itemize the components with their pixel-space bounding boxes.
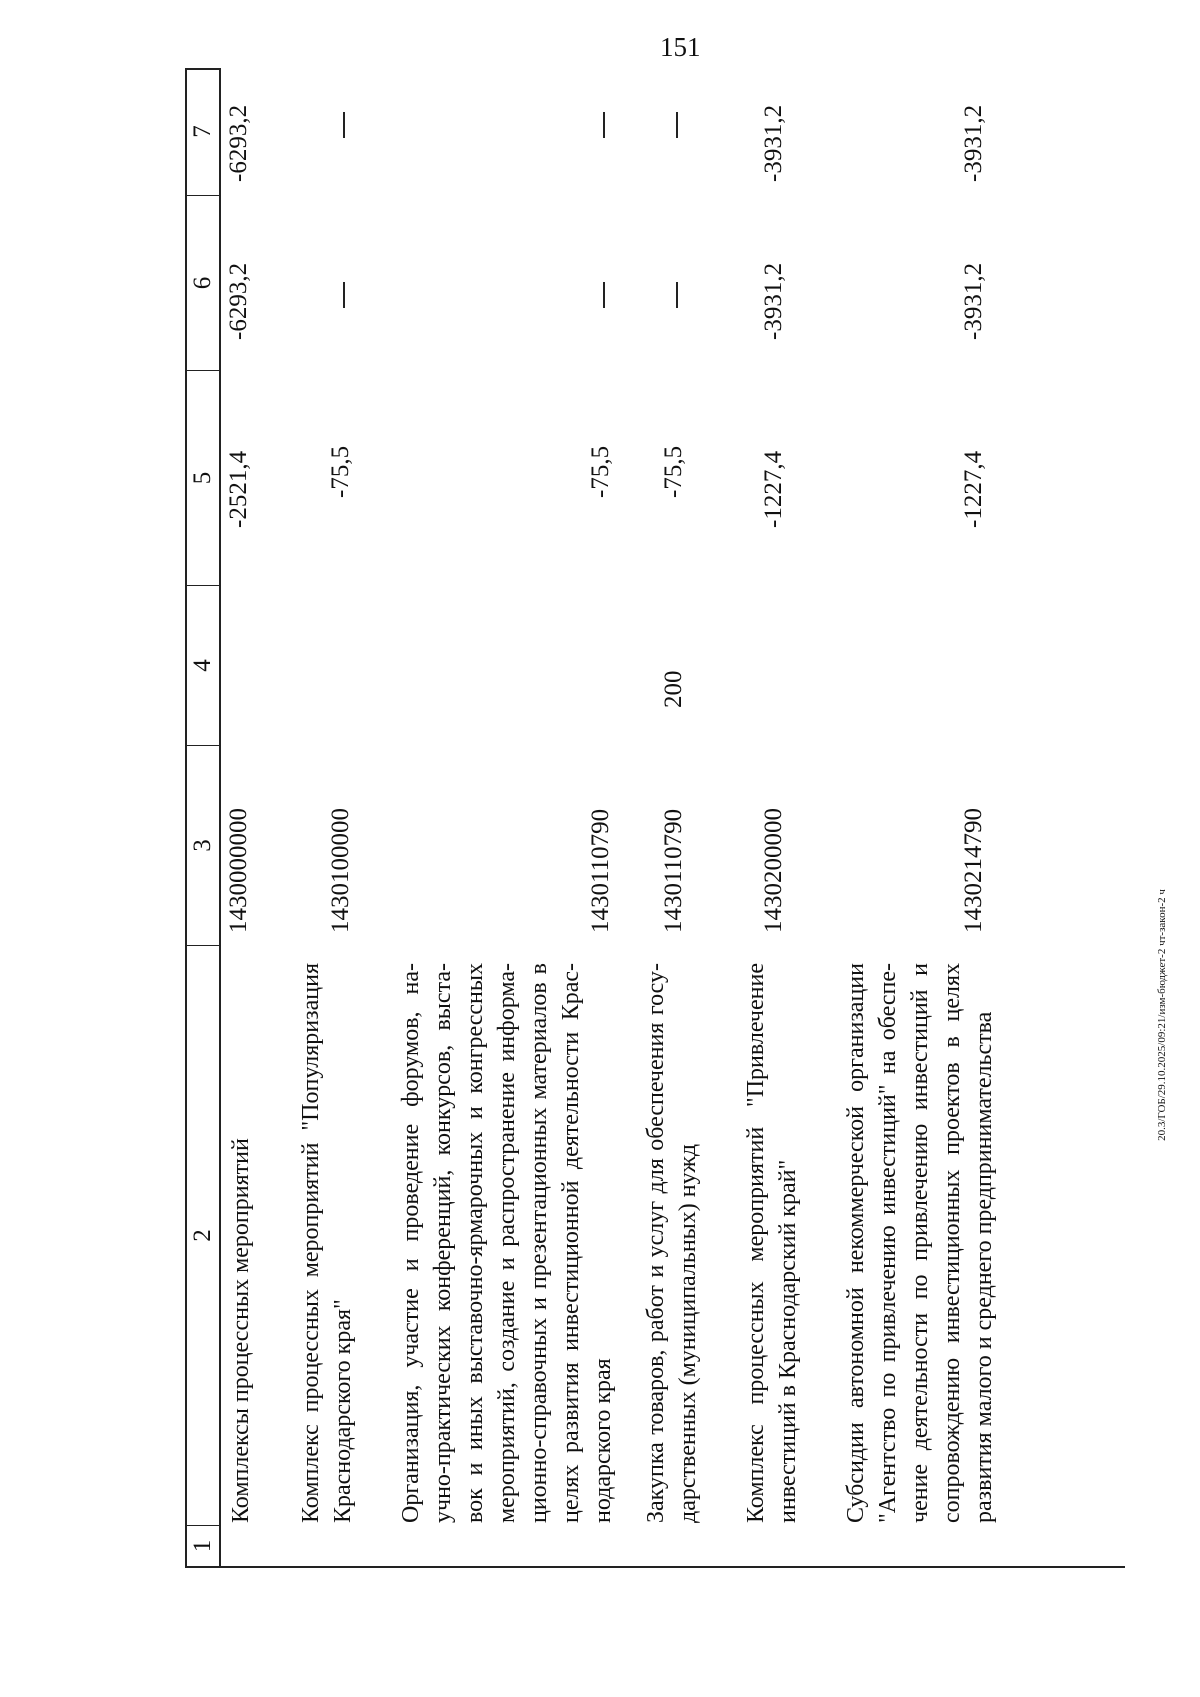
row-col-6: -6293,2	[225, 262, 252, 340]
row-col-7-dash	[676, 112, 678, 138]
row-col-7-dash	[603, 112, 605, 138]
row-name-line: целях развития инвестиционной деятельности Крас-	[558, 963, 584, 1523]
budget-table	[185, 68, 1125, 1568]
row-name-line: "Агентство по привлечению инвестиций" на обеспе-	[875, 963, 901, 1523]
row-col-5: -1227,4	[760, 450, 787, 528]
row-col-5: -75,5	[660, 445, 687, 498]
row-name-line: Краснодарского края"	[330, 1299, 356, 1523]
header-col-6: 6	[187, 196, 219, 371]
row-code: 1430110790	[587, 808, 614, 933]
row-col-6-dash	[676, 282, 678, 308]
row-code: 1430110790	[660, 808, 687, 933]
row-code: 1430214790	[960, 808, 987, 933]
row-name	[640, 963, 704, 1523]
row-col-7-dash	[343, 112, 345, 138]
row-col-5: -75,5	[587, 445, 614, 498]
row-name-line: ционно-справочных и презентационных материалов в	[526, 963, 552, 1523]
row-col-7: -3931,2	[760, 104, 787, 182]
row-name-line: сопровождению инвестиционных проектов в целях	[939, 963, 965, 1523]
document-code: 20.3/ГОБ/29.10.2025/09:21/изм-бюджет-2 чт-закон-2 ч	[1156, 889, 1168, 1141]
row-col-7: -6293,2	[225, 104, 252, 182]
row-name	[395, 963, 619, 1523]
page-number: 151	[660, 32, 701, 62]
row-col-6: -3931,2	[960, 262, 987, 340]
table-left-border	[221, 1566, 1125, 1568]
row-name	[840, 963, 1000, 1523]
row-name-line: вок и иных выставочно-ярмарочных и конгрессных	[462, 963, 488, 1523]
row-name-line: нодарского края	[590, 1358, 616, 1523]
header-col-3: 3	[187, 746, 219, 946]
row-col-5: -75,5	[327, 445, 354, 498]
row-name-line: развития малого и среднего предпринимательства	[971, 1011, 997, 1523]
row-name	[225, 963, 257, 1523]
row-code: 1430200000	[760, 808, 787, 933]
row-name-line: Субсидии автономной некоммерческой организации	[843, 963, 869, 1523]
row-name-line: Закупка товаров, работ и услуг для обеспечения госу-	[643, 963, 669, 1523]
row-name-line: дарственных (муниципальных) нужд	[675, 1143, 701, 1523]
row-name-line: учно-практических конференций, конкурсов, выста-	[430, 963, 456, 1523]
row-name-line: Комплекс процессных мероприятий "Популяризация	[298, 963, 324, 1523]
row-col-5: -1227,4	[960, 450, 987, 528]
row-col-7: -3931,2	[960, 104, 987, 182]
row-col-4: 200	[660, 670, 687, 708]
row-code: 1430100000	[327, 808, 354, 933]
row-col-5: -2521,4	[225, 450, 252, 528]
row-code: 1430000000	[225, 808, 252, 933]
row-name-line: Организация, участие и проведение форумов, на-	[398, 963, 424, 1523]
row-name-line: чение деятельности по привлечению инвестиций и	[907, 963, 933, 1523]
row-col-6: -3931,2	[760, 262, 787, 340]
row-name-line: Комплексы процессных мероприятий	[228, 1138, 254, 1523]
header-col-1: 1	[189, 1539, 216, 1553]
row-col-6-dash	[603, 282, 605, 308]
row-name-line: мероприятий, создание и распространение информа-	[494, 963, 520, 1523]
row-name	[740, 963, 804, 1523]
row-col-6-dash	[343, 282, 345, 308]
header-col-7: 7	[187, 68, 219, 196]
header-col-4: 4	[187, 586, 219, 746]
row-name	[295, 963, 359, 1523]
header-col-5: 5	[187, 371, 219, 586]
header-col-2: 2	[187, 946, 219, 1526]
table-header	[185, 68, 221, 1568]
row-name-line: Комплекс процессных мероприятий "Привлечение	[743, 963, 769, 1523]
row-name-line: инвестиций в Краснодарский край"	[775, 1159, 801, 1523]
